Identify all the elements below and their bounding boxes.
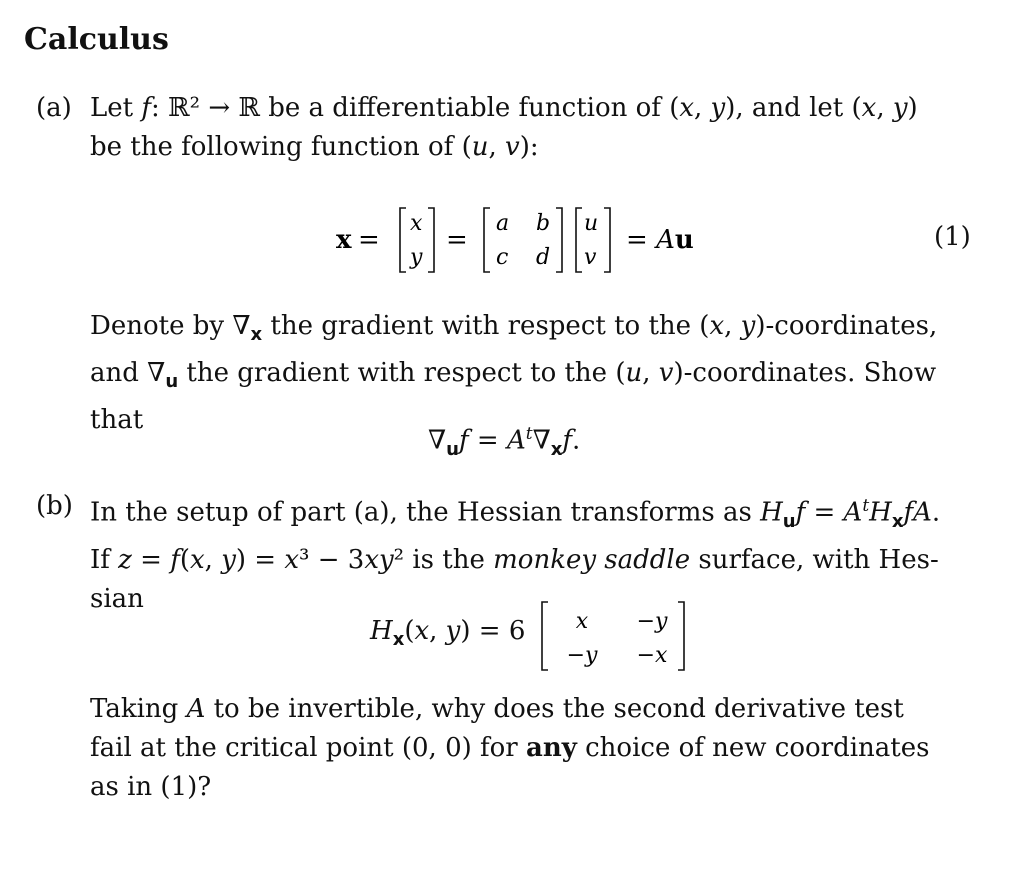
- part-a-marker: (a): [36, 93, 72, 123]
- eq1-vec-y: y: [410, 245, 423, 270]
- part-a-intro-line1: Let f: ℝ² → ℝ be a differentiable function of (x, y), and let (x, y): [90, 93, 918, 123]
- eq1-vector-xy: [400, 208, 434, 272]
- part-a-denote-line2: and $\nabla_u$ the gradient with respect to the (u, v)-coordinates. Show: [90, 358, 937, 393]
- eq1-matrix: [484, 208, 562, 272]
- part-a-denote-line1: Denote by $\nabla_x$ the gradient with respect to the (x, y)-coordinates,: [90, 311, 938, 346]
- eq1-lhs: x: [336, 225, 352, 255]
- part-b-final-line1: Taking A to be invertible, why does the second derivative test: [90, 694, 904, 724]
- eq1-number: (1): [934, 222, 971, 252]
- part-b-line1: In the setup of part (a), the Hessian transforms as $H_uf = A^tH_xfA$.: [90, 496, 941, 532]
- eq1-equals-2: =: [446, 225, 468, 255]
- part-a-denote-line3: that: [90, 405, 144, 436]
- page-title: Calculus: [24, 22, 169, 57]
- part-b-final-line2: fail at the critical point (0, 0) for any choice of new coordinates: [90, 733, 930, 763]
- eq1-vec-v: v: [584, 245, 597, 270]
- part-b-line2: If z = f(x, y) = x³ − 3xy² is the monkey saddle surface, with Hes-: [90, 544, 939, 575]
- eq1-vec-x: x: [410, 211, 423, 236]
- part-a-show-equation: $\nabla_uf = A^t\nabla_xf$.: [428, 424, 581, 460]
- eq1-mat-b: b: [536, 211, 551, 236]
- part-a-intro-line2: be the following function of (u, v):: [90, 132, 539, 162]
- eq1-vector-uv: [576, 208, 610, 272]
- eq1-vec-u: u: [584, 211, 599, 236]
- hessian-entry-21: −y: [566, 643, 598, 668]
- eq1-rhs: = Au: [626, 225, 694, 255]
- part-b-line3: sian: [90, 583, 144, 614]
- hessian-lhs: $H_x(x$, y) = 6: [370, 616, 526, 651]
- hessian-matrix: [538, 596, 698, 676]
- hessian-entry-22: −x: [636, 643, 668, 668]
- eq1-mat-a: a: [496, 211, 510, 236]
- part-a-denote: [90, 307, 974, 440]
- eq1-mat-c: c: [496, 245, 509, 270]
- eq1-mat-d: d: [536, 245, 551, 270]
- hessian-entry-11: x: [575, 609, 589, 634]
- hessian-entry-12: −y: [636, 609, 668, 634]
- eq1-equals-1: =: [358, 225, 380, 255]
- part-b-marker: (b): [36, 491, 73, 521]
- equation-1: [320, 200, 760, 280]
- part-b-question: [90, 690, 974, 807]
- part-a-intro: [90, 89, 974, 167]
- part-b-final-line3: as in (1)?: [90, 772, 212, 802]
